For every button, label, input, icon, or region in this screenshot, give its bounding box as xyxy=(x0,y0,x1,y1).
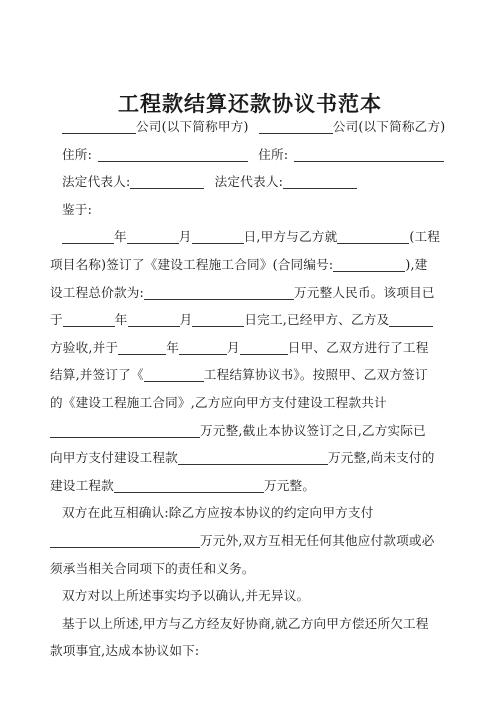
recital-line-1 xyxy=(50,223,450,251)
month-char: 月 xyxy=(179,312,193,328)
agreement-intro-line-2 xyxy=(50,637,450,665)
recital-line-10 xyxy=(50,472,450,500)
completion-year-blank[interactable] xyxy=(63,311,115,327)
legal-rep-line xyxy=(50,168,450,196)
total-price-blank[interactable] xyxy=(144,284,294,300)
recital-line-7 xyxy=(50,389,450,417)
address-b-label: 住所: xyxy=(258,146,289,162)
recital-text: 工程结算协议书》。按照甲、乙双方签订 xyxy=(203,367,428,383)
legal-rep-a-label: 法定代表人: xyxy=(62,174,131,190)
recital-line-8 xyxy=(50,417,450,445)
sign-month-blank[interactable] xyxy=(127,228,179,244)
recital-text: 建设工程款 xyxy=(50,477,114,493)
recital-line-4 xyxy=(50,306,450,334)
contract-number-blank[interactable] xyxy=(333,256,405,272)
recital-text: 方验收,并于 xyxy=(50,339,119,355)
completion-month-blank[interactable] xyxy=(128,311,180,327)
address-a-label: 住所: xyxy=(62,146,93,162)
sign-day-blank[interactable] xyxy=(192,228,244,244)
paid-amount-blank[interactable] xyxy=(178,449,328,465)
agreement-intro-text: 款项事宜,达成本协议如下: xyxy=(50,643,200,659)
recital-text: 万元整,尚未支付的 xyxy=(327,450,435,466)
unpaid-amount-blank[interactable] xyxy=(114,477,264,493)
confirm-text: 双方在此互相确认:除乙方应按本协议的约定向甲方支付 xyxy=(62,505,374,521)
no-objection-line xyxy=(50,582,450,610)
recital-text: 万元整。 xyxy=(263,477,316,493)
recital-line-5 xyxy=(50,334,450,362)
recital-line-6 xyxy=(50,361,450,389)
project-name-blank[interactable] xyxy=(337,228,409,244)
recital-line-3 xyxy=(50,279,450,307)
address-a-blank[interactable] xyxy=(98,146,248,162)
recital-text: 万元整人民币。该项目已 xyxy=(294,284,435,300)
month-char: 月 xyxy=(226,339,240,355)
party-b-label: 公司(以下简称乙方) xyxy=(332,119,446,134)
document-title: 工程款结算还款协议书范本 xyxy=(118,92,382,116)
party-a-blank[interactable] xyxy=(62,118,136,134)
legal-rep-b-blank[interactable] xyxy=(283,173,357,189)
recital-text: 向甲方支付建设工程款 xyxy=(50,450,178,466)
parties-line xyxy=(50,113,450,141)
recital-text: 日完工,已经甲方、乙方及 xyxy=(244,312,390,328)
legal-rep-b-label: 法定代表人: xyxy=(214,174,284,190)
address-line xyxy=(50,141,450,169)
settlement-year-blank[interactable] xyxy=(118,339,166,355)
recital-text: (工程 xyxy=(409,229,441,245)
recital-text: 日甲、乙双方进行了工程 xyxy=(287,339,429,355)
document-body xyxy=(50,113,450,665)
sign-year-blank[interactable] xyxy=(62,228,114,244)
agreement-intro-text: 基于以上所述,甲方与乙方经友好协商,就乙方向甲方偿还所欠工程 xyxy=(62,615,429,631)
jianyu-line xyxy=(50,196,450,224)
recital-line-2 xyxy=(50,251,450,279)
day-char: 日 xyxy=(243,229,257,245)
year-char: 年 xyxy=(114,312,128,328)
recital-text: 万元整,截止本协议签订之日,乙方实际已 xyxy=(200,422,426,438)
legal-rep-a-blank[interactable] xyxy=(130,173,204,189)
recital-line-9 xyxy=(50,444,450,472)
recital-text: 项目名称)签订了《建设工程施工合同》(合同编号: xyxy=(50,256,334,272)
completion-day-blank[interactable] xyxy=(192,311,244,327)
party-a-label: 公司(以下简称甲方) xyxy=(136,119,249,134)
no-objection-text: 双方对以上所述事实均予以确认,并无异议。 xyxy=(62,588,310,604)
confirm-line-3 xyxy=(50,555,450,583)
settlement-agreement-blank[interactable] xyxy=(144,366,204,382)
confirm-line-1 xyxy=(50,499,450,527)
party-b-blank[interactable] xyxy=(259,118,333,134)
settlement-day-blank[interactable] xyxy=(240,339,288,355)
recital-text: ),建 xyxy=(405,256,428,272)
confirm-text: 万元外,双方互相无任何其他应付款项或必 xyxy=(200,532,435,548)
recital-text: 的《建设工程施工合同》,乙方应向甲方支付建设工程款共计 xyxy=(50,394,387,410)
month-char: 月 xyxy=(178,229,192,245)
recital-text: 结算,并签订了《 xyxy=(50,367,144,383)
recital-text: 于 xyxy=(50,312,63,328)
settlement-month-blank[interactable] xyxy=(179,339,227,355)
agreement-intro-line-1 xyxy=(50,610,450,638)
address-b-blank[interactable] xyxy=(294,146,444,162)
recital-text: ,甲方与乙方就 xyxy=(256,229,338,245)
confirm-line-2 xyxy=(50,527,450,555)
year-char: 年 xyxy=(114,229,127,245)
jianyu-label: 鉴于: xyxy=(62,201,93,217)
total-due-blank[interactable] xyxy=(50,422,200,438)
repay-amount-blank[interactable] xyxy=(50,532,200,548)
third-party-blank[interactable] xyxy=(389,311,433,327)
recital-text: 设工程总价款为: xyxy=(50,284,144,300)
confirm-text: 须承当相关合同项下的责任和义务。 xyxy=(50,560,255,576)
year-char: 年 xyxy=(166,339,179,355)
